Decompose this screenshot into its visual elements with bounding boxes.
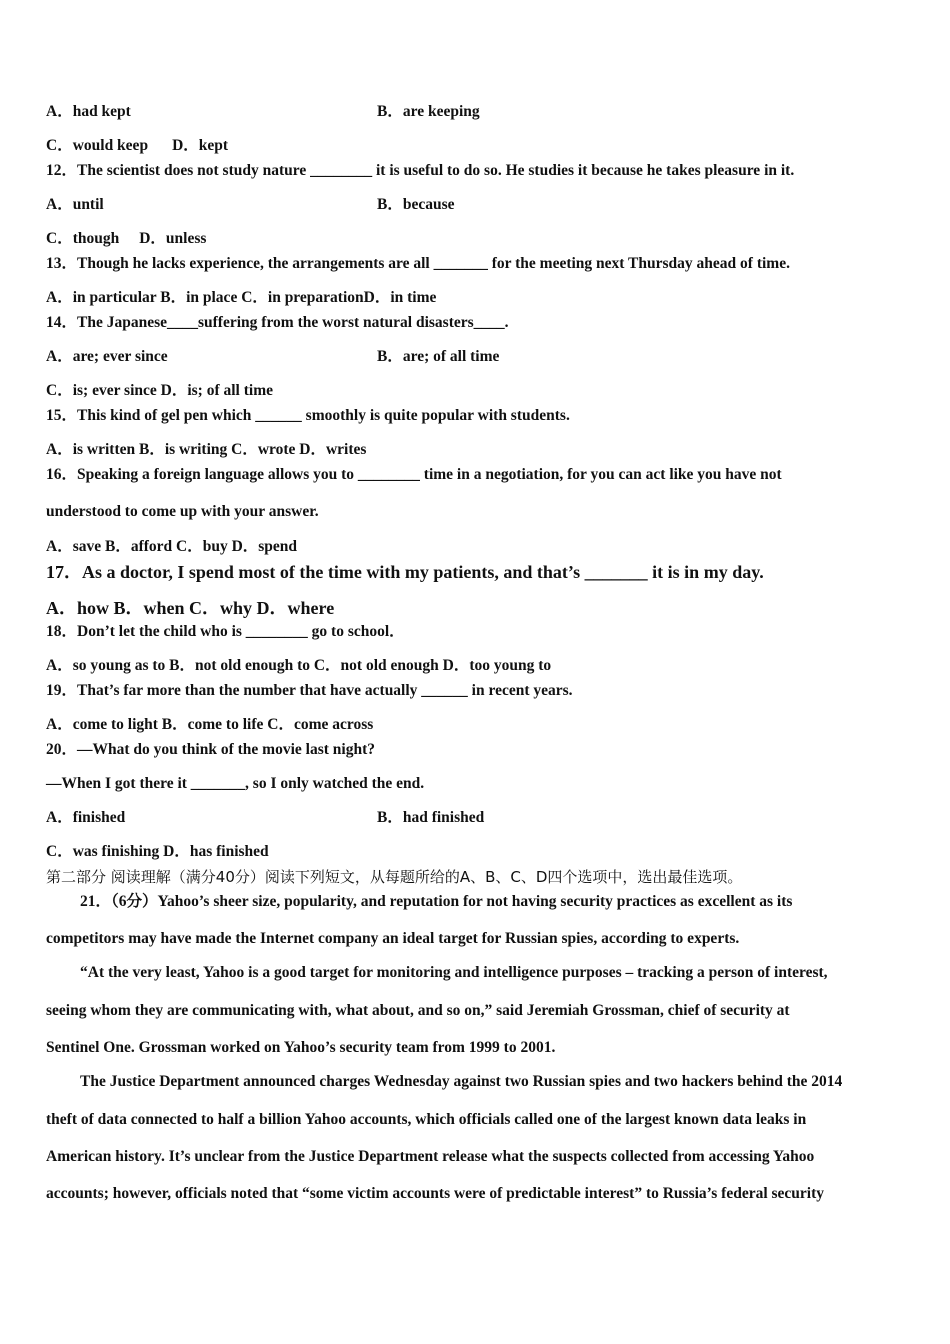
q11-options-cd (46, 136, 228, 156)
passage-p1-line2: competitors may have made the Internet company an ideal target for Russian spies, according to experts. (46, 930, 740, 947)
q18-options: A．so young as to B．not old enough to C．not old enough D．too young to (46, 657, 552, 674)
q20-option-a: A．finished (46, 809, 126, 826)
q16-stem-line2: understood to come up with your answer. (46, 503, 319, 520)
q20-reply: —When I got there it _______, so I only watched the end. (46, 775, 425, 792)
q14-option-b: B．are; of all time (377, 348, 500, 365)
passage-p2-line3: Sentinel One. Grossman worked on Yahoo’s security team from 1999 to 2001. (46, 1039, 556, 1056)
q13-options: A．in particular B．in place C．in preparationD．in time (46, 289, 437, 306)
q12-option-d: D．unless (139, 230, 207, 247)
q11-option-b: B．are keeping (377, 103, 480, 120)
q19-options: A．come to light B．come to life C．come across (46, 716, 374, 733)
q13-stem: 13．Though he lacks experience, the arrangements are all _______ for the meeting next Thursday ahead of time. (46, 255, 790, 272)
passage-p2-line2: seeing whom they are communicating with, what about, and so on,” said Jeremiah Grossman, chief of security at (46, 1002, 790, 1019)
q18-stem: 18．Don’t let the child who is ________ go to school． (46, 623, 405, 640)
passage-p1-line1: 21．（6分）Yahoo’s sheer size, popularity, and reputation for not having security practices as excellent as its (80, 893, 793, 910)
passage-p2-line1: “At the very least, Yahoo is a good target for monitoring and intelligence purposes – tracking a person of interest, (80, 964, 828, 981)
q11-option-a: A．had kept (46, 103, 131, 120)
passage-p3-line3: American history. It’s unclear from the Justice Department release what the suspects collected from accessing Yahoo (46, 1148, 815, 1165)
passage-p3-line1: The Justice Department announced charges Wednesday against two Russian spies and two hackers behind the 2014 (80, 1073, 843, 1090)
passage-p3-line4: accounts; however, officials noted that “some victim accounts were of predictable interest” to Russia’s federal security (46, 1185, 825, 1202)
q16-stem-line1: 16．Speaking a foreign language allows you to ________ time in a negotiation, for you can act like you have not (46, 466, 782, 483)
q14-options-cd: C．is; ever since D．is; of all time (46, 382, 273, 399)
q14-option-a: A．are; ever since (46, 348, 168, 365)
q20-options-cd: C．was finishing D．has finished (46, 843, 269, 860)
q12-option-c: C．though (46, 230, 120, 247)
q11-option-d: D．kept (172, 137, 229, 154)
q16-options: A．save B．afford C．buy D．spend (46, 538, 298, 555)
q12-option-a: A．until (46, 196, 104, 213)
q12-option-b: B．because (377, 196, 455, 213)
q20-option-b: B．had finished (377, 809, 485, 826)
q14-stem: 14．The Japanese____suffering from the worst natural disasters____. (46, 314, 509, 331)
q11-option-c: C．would keep (46, 137, 149, 154)
q20-stem: 20．—What do you think of the movie last night? (46, 741, 375, 758)
q12-stem: 12．The scientist does not study nature ________ it is useful to do so. He studies it because he takes pleasure in it. (46, 162, 795, 179)
q19-stem: 19．That’s far more than the number that have actually ______ in recent years. (46, 682, 573, 699)
q15-options: A．is written B．is writing C．wrote D．writes (46, 441, 367, 458)
q17-stem: 17．As a doctor, I spend most of the time with my patients, and that’s _______ it is in my day. (46, 562, 764, 582)
passage-p3-line2: theft of data connected to half a billion Yahoo accounts, which officials called one of the largest known data leaks in (46, 1111, 807, 1128)
section2-heading: 第二部分 阅读理解（满分40分）阅读下列短文，从每题所给的A、B、C、D四个选项中，选出最佳选项。 (46, 868, 743, 886)
q17-options: A．how B．when C．why D．where (46, 598, 335, 618)
q15-stem: 15．This kind of gel pen which ______ smoothly is quite popular with students. (46, 407, 570, 424)
q12-options-cd (46, 229, 206, 249)
